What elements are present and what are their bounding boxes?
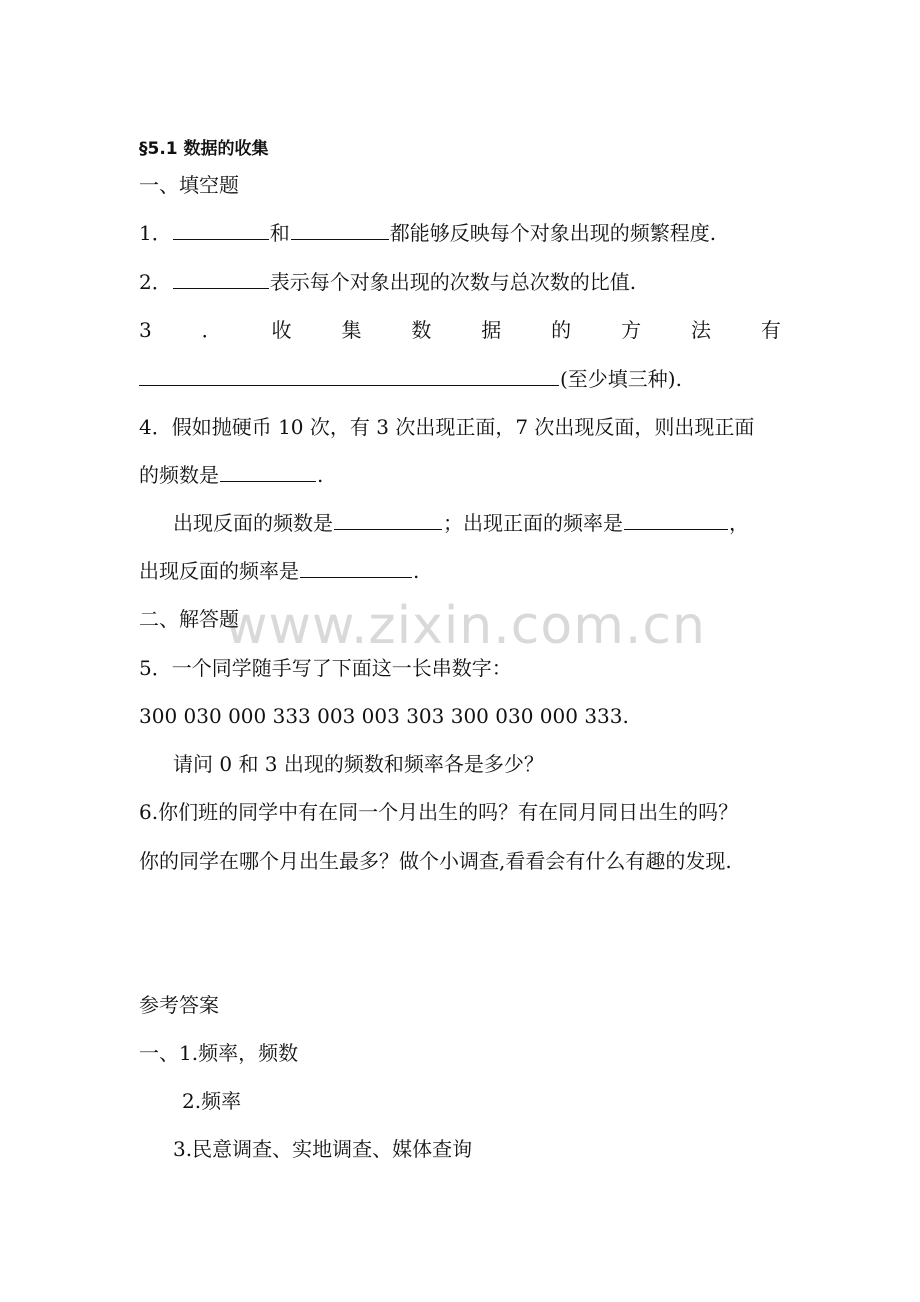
answer-blank[interactable]	[173, 268, 269, 289]
answer-blank[interactable]	[291, 219, 389, 240]
question-3-char: 数	[411, 318, 432, 342]
question-4-text: 的频数是	[139, 463, 219, 487]
question-4-line-3	[173, 508, 781, 538]
question-3-tail: (至少填三种).	[560, 367, 682, 391]
question-3-char: 据	[481, 318, 502, 342]
answer-blank[interactable]	[173, 219, 269, 240]
question-4-punct: .	[317, 463, 324, 487]
answer-blank[interactable]	[220, 461, 316, 482]
question-3-char: 的	[551, 318, 572, 342]
answers-heading: 参考答案	[139, 993, 219, 1017]
question-1-text: 都能够反映每个对象出现的频繁程度.	[389, 221, 717, 245]
question-2-number: 2．	[139, 270, 172, 294]
question-1-number: 1．	[139, 221, 172, 245]
answer-1: 一、1.频率，频数	[139, 1041, 299, 1065]
question-3-char: 收	[271, 318, 292, 342]
answer-2: 2.频率	[182, 1089, 242, 1113]
answer-blank[interactable]	[300, 557, 412, 578]
question-3-char: 集	[341, 318, 362, 342]
question-6-line-1: 6.你们班的同学中有在同一个月出生的吗？有在同月同日出生的吗？	[139, 800, 739, 824]
question-4-punct: .	[413, 559, 420, 583]
question-4-line-2	[139, 460, 781, 490]
question-4-text: ；出现正面的频率是	[443, 511, 623, 535]
question-2	[139, 267, 781, 297]
question-3-char: 方	[621, 318, 642, 342]
question-3-char: 法	[690, 318, 711, 342]
question-4-line-1: 4．假如抛硬币 10 次，有 3 次出现正面，7 次出现反面，则出现正面	[139, 415, 755, 439]
answer-blank[interactable]	[624, 509, 728, 530]
question-5-line-1: 5．一个同学随手写了下面这一长串数字：	[139, 656, 512, 680]
question-3-char: 有	[760, 318, 781, 342]
question-3-char: 3	[139, 318, 152, 342]
answer-blank[interactable]	[139, 365, 559, 386]
question-1-and: 和	[269, 221, 290, 245]
question-6-line-2: 你的同学在哪个月出生最多？做个小调查,看看会有什么有趣的发现.	[139, 849, 732, 873]
question-4-punct: ，	[729, 511, 749, 535]
answer-blank[interactable]	[334, 509, 442, 530]
question-3-char: ．	[201, 318, 222, 342]
question-2-text: 表示每个对象出现的次数与总次数的比值.	[269, 270, 637, 294]
answer-3: 3.民意调查、实地调查、媒体查询	[173, 1137, 473, 1161]
question-5-ask: 请问 0 和 3 出现的频数和频率各是多少？	[173, 752, 544, 776]
section-fill-in-heading: 一、填空题	[139, 173, 239, 197]
question-4-text: 出现反面的频数是	[173, 511, 333, 535]
question-3-line-1	[139, 315, 781, 345]
watermark: www.zixin.com.cn	[225, 596, 706, 656]
worksheet-title: §5.1 数据的收集	[139, 139, 269, 159]
question-3-line-2	[139, 364, 781, 394]
question-4-line-4	[139, 556, 781, 586]
question-1	[139, 218, 781, 248]
section-solve-heading: 二、解答题	[139, 607, 239, 631]
question-4-text: 出现反面的频率是	[139, 559, 299, 583]
question-5-digits: 300 030 000 333 003 003 303 300 030 000 333.	[139, 704, 629, 728]
